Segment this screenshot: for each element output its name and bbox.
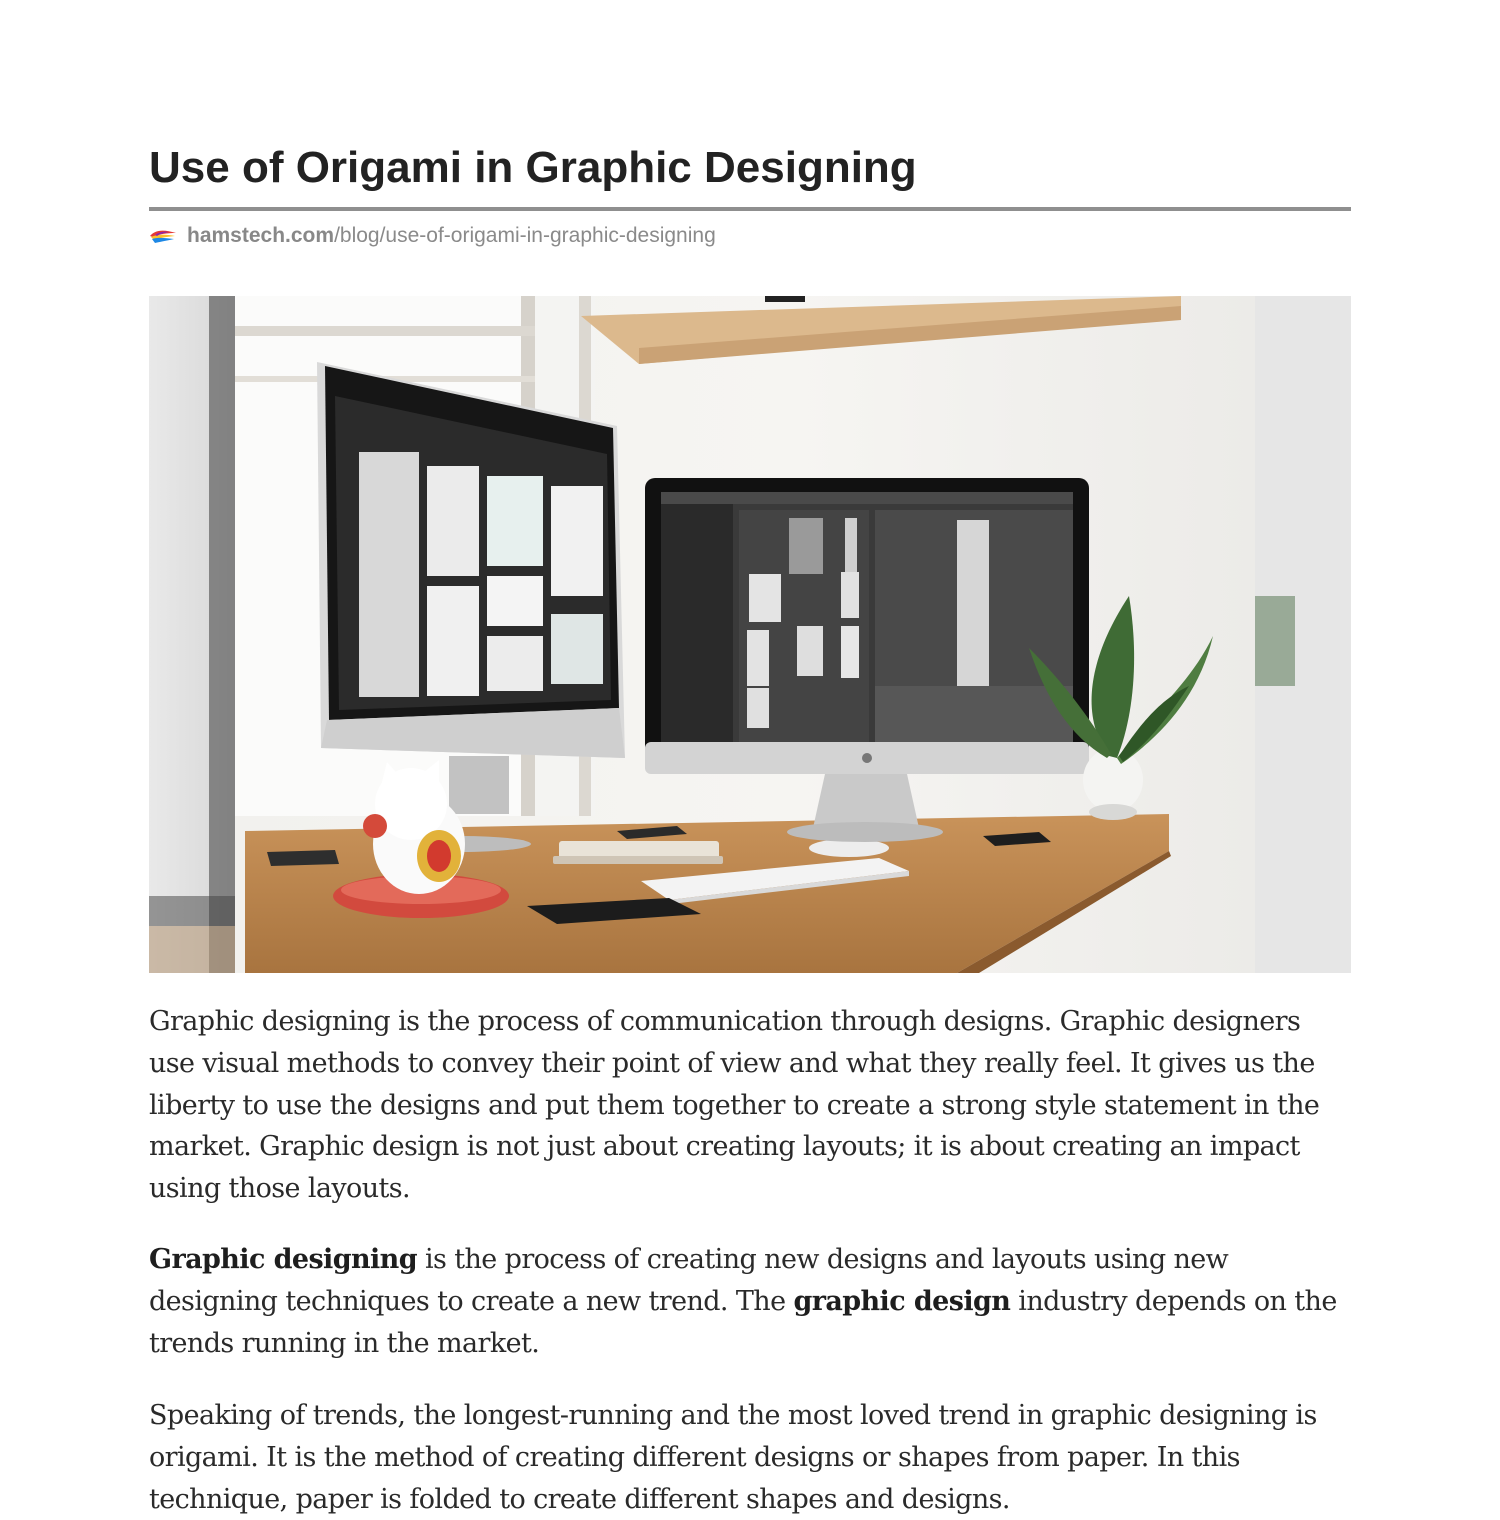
paragraph-2-bold-term-1: Graphic designing [149,1244,417,1275]
title-divider [149,207,1351,211]
paragraph-2-text-1: is the process of creating new designs and layouts using new designing techniques to create a new trend. The [149,1244,1229,1317]
paragraph-2-text-2: industry depends on the trends running in the market. [149,1285,1337,1359]
paragraph-3: Speaking of trends, the longest-running and the most loved trend in graphic designing is origami. It is the method of creating different designs or shapes from paper. In this technique, paper is folded to create different shapes and designs. [149,1400,1317,1515]
workspace-photo [149,296,1351,973]
source-link[interactable] [149,222,716,250]
paragraph-1: Graphic designing is the process of communication through designs. Graphic designers use visual methods to convey their point of view and what they really feel. It gives us the liberty to use the designs and put them together to create a strong style statement in the market. Graphic design is not just about creating layouts; it is about creating an impact using those layouts. [149,1006,1320,1205]
article-title: Use of Origami in Graphic Designing [149,143,917,192]
paragraph-2-bold-term-2: graphic design [793,1285,1011,1317]
paragraph-2 [149,1239,1351,1364]
source-path[interactable]: /blog/use-of-origami-in-graphic-designing [334,224,716,247]
hamstech-logo-icon [149,227,177,245]
source-domain[interactable]: hamstech.com [187,224,335,247]
